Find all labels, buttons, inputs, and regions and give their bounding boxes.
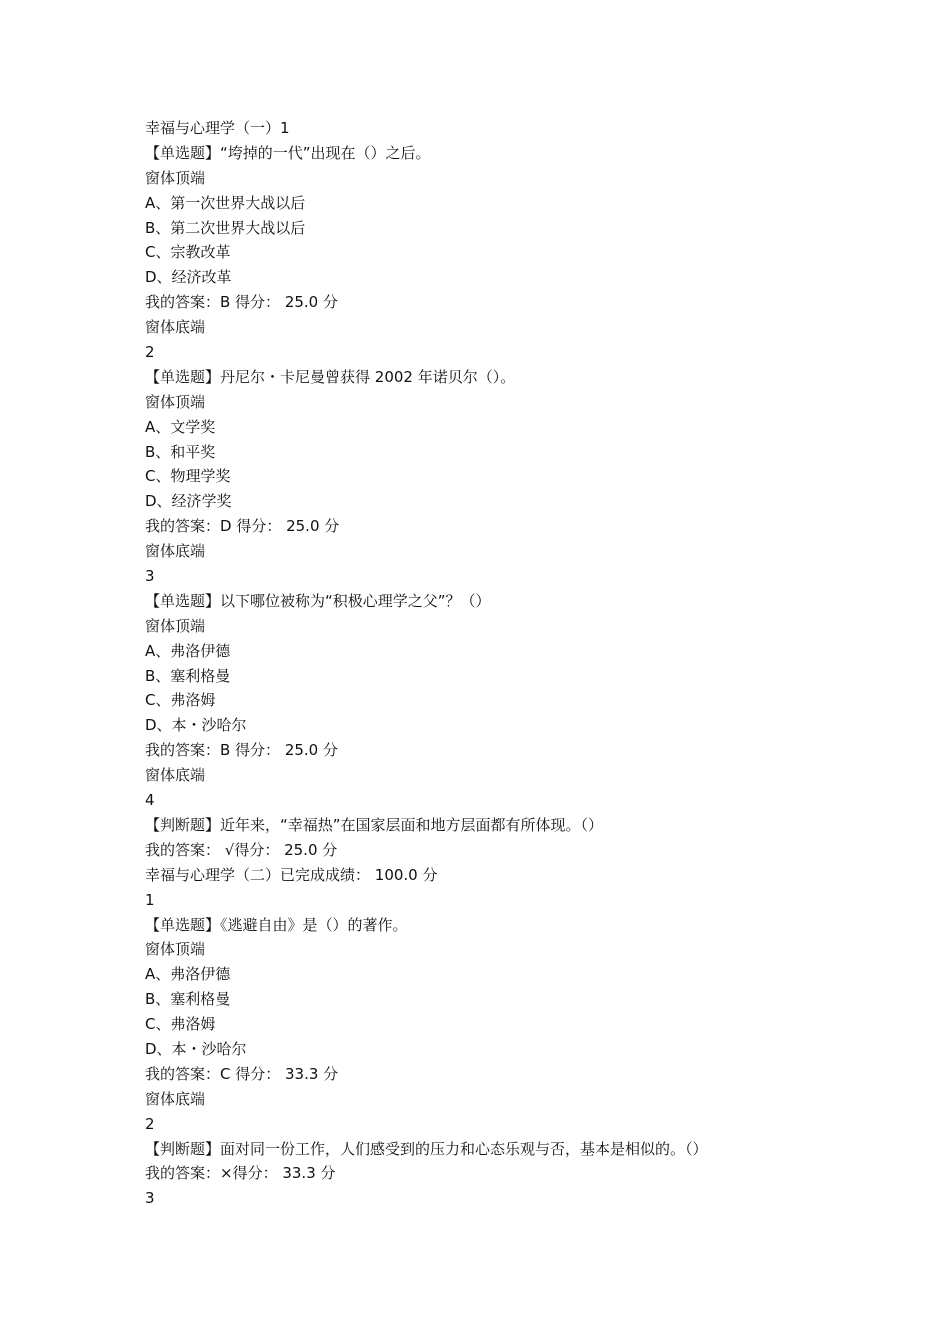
- form-bottom-marker: 窗体底端: [145, 318, 206, 337]
- question-text: 【判断题】近年来，“幸福热”在国家层面和地方层面都有所体现。（）: [145, 815, 604, 834]
- option-d: D、本・沙哈尔: [145, 716, 247, 735]
- option-b: B、塞利格曼: [145, 666, 231, 685]
- answer-score: 我的答案： √得分： 25.0 分: [145, 840, 338, 859]
- question-text: 【判断题】面对同一份工作，人们感受到的压力和心态乐观与否，基本是相似的。（）: [145, 1139, 708, 1158]
- form-bottom-marker: 窗体底端: [145, 1089, 206, 1108]
- question-text: 【单选题】以下哪位被称为“积极心理学之父”？（）: [145, 591, 491, 610]
- option-d: D、经济学奖: [145, 492, 232, 511]
- option-b: B、塞利格曼: [145, 990, 231, 1009]
- option-a: A、弗洛伊德: [145, 641, 231, 660]
- option-c: C、宗教改革: [145, 243, 231, 262]
- question-number: 1: [145, 890, 155, 909]
- answer-score: 我的答案：B 得分： 25.0 分: [145, 293, 338, 312]
- form-bottom-marker: 窗体底端: [145, 766, 206, 785]
- question-text: 【单选题】丹尼尔・卡尼曼曾获得 2002 年诺贝尔（）。: [145, 367, 516, 386]
- answer-score: 我的答案：C 得分： 33.3 分: [145, 1064, 339, 1083]
- option-b: B、第二次世界大战以后: [145, 218, 306, 237]
- option-c: C、物理学奖: [145, 467, 231, 486]
- form-top-marker: 窗体顶端: [145, 616, 206, 635]
- answer-score: 我的答案：B 得分： 25.0 分: [145, 741, 338, 760]
- question-number: 4: [145, 791, 155, 810]
- option-a: A、第一次世界大战以后: [145, 193, 306, 212]
- question-number: 3: [145, 1189, 155, 1208]
- option-b: B、和平奖: [145, 442, 216, 461]
- form-top-marker: 窗体顶端: [145, 392, 206, 411]
- form-top-marker: 窗体顶端: [145, 168, 206, 187]
- section-title: 幸福与心理学（二）已完成成绩： 100.0 分: [145, 865, 438, 884]
- form-bottom-marker: 窗体底端: [145, 542, 206, 561]
- question-number: 2: [145, 1114, 155, 1133]
- question-text: 【单选题】《逃避自由》是（）的著作。: [145, 915, 408, 934]
- option-a: A、文学奖: [145, 417, 216, 436]
- question-number: 3: [145, 567, 155, 586]
- option-c: C、弗洛姆: [145, 1015, 216, 1034]
- answer-score: 我的答案：×得分： 33.3 分: [145, 1164, 336, 1183]
- form-top-marker: 窗体顶端: [145, 940, 206, 959]
- document-body: [145, 116, 905, 1211]
- option-d: D、经济改革: [145, 268, 232, 287]
- option-d: D、本・沙哈尔: [145, 1039, 247, 1058]
- option-c: C、弗洛姆: [145, 691, 216, 710]
- question-number: 2: [145, 343, 155, 362]
- answer-score: 我的答案：D 得分： 25.0 分: [145, 517, 340, 536]
- option-a: A、弗洛伊德: [145, 965, 231, 984]
- document-title: 幸福与心理学（一）1: [145, 119, 290, 137]
- question-text: 【单选题】“垮掉的一代”出现在（）之后。: [145, 143, 431, 162]
